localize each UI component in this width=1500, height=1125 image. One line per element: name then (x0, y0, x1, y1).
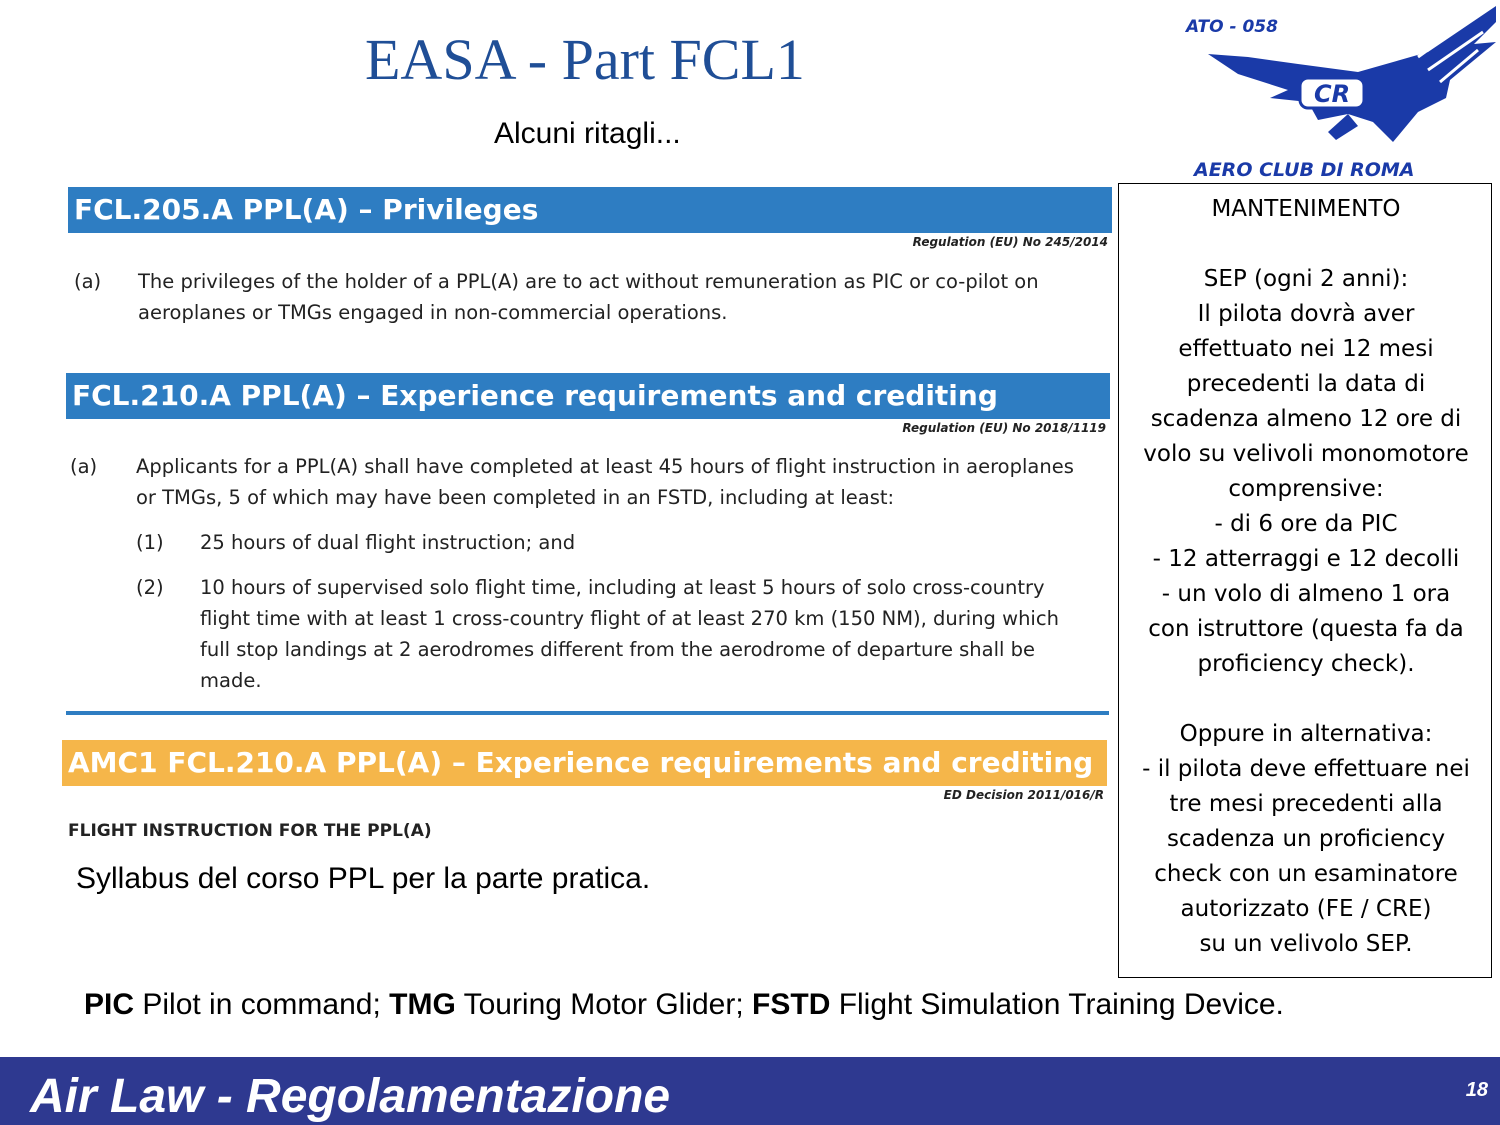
box-line: scadenza almeno 12 ore di (1150, 406, 1462, 432)
fcl205-item-a: The privileges of the holder of a PPL(A) are to act without remuneration as PIC or co-pilot on aeroplanes or TMGs engaged in non-commercial operations. (138, 270, 1039, 324)
maintenance-box (1118, 183, 1492, 978)
box-line: check con un esaminatore (1154, 861, 1458, 887)
section-heading-fcl205: FCL.205.A PPL(A) – Privileges (68, 187, 1112, 233)
box-line: - un volo di almeno 1 ora (1161, 581, 1451, 607)
box-line: precedenti la data di (1186, 371, 1426, 397)
item-marker: (a) (70, 455, 98, 478)
fcl210-sub-item-1: 25 hours of dual flight instruction; and (200, 531, 576, 554)
page-number: 18 (1465, 1079, 1488, 1101)
section-divider (66, 711, 1109, 715)
box-line: - il pilota deve effettuare nei (1142, 756, 1470, 782)
logo-club-text: AERO CLUB DI ROMA (1194, 159, 1415, 181)
section-heading-fcl210: FCL.210.A PPL(A) – Experience requirements and crediting (66, 373, 1110, 419)
box-line: SEP (ogni 2 anni): (1203, 266, 1409, 292)
box-line: con istruttore (questa fa da (1148, 616, 1464, 642)
sub-item-marker: (1) (136, 531, 164, 554)
item-marker: (a) (74, 270, 102, 293)
box-line: scadenza un proficiency (1166, 826, 1446, 852)
box-line: comprensive: (1228, 476, 1384, 502)
box-line: Il pilota dovrà aver (1197, 301, 1415, 327)
fcl210-item-a: Applicants for a PPL(A) shall have completed at least 45 hours of flight instruction in aeroplanes or TMGs, 5 of which may have been completed in an FSTD, including at least: (136, 455, 1074, 509)
fcl210-sub-item-2: 10 hours of supervised solo flight time, including at least 5 hours of solo cross-country flight time with at least 1 cross-country flight of at least 270 km (150 NM), during which full stop landings at 2 aerodromes different from the aerodrome of departure shall be made. (200, 576, 1059, 692)
flight-instruction-heading: FLIGHT INSTRUCTION FOR THE PPL(A) (68, 821, 432, 841)
abbr-tmg: TMG (389, 988, 456, 1021)
footer-bar (0, 1057, 1500, 1125)
box-line: su un velivolo SEP. (1199, 931, 1413, 957)
abbr-tmg-text: Touring Motor Glider; (455, 988, 753, 1021)
abbr-fstd: FSTD (752, 988, 831, 1021)
abbreviation-glossary (84, 988, 1284, 1022)
slide-subtitle: Alcuni ritagli... (494, 117, 681, 150)
aero-club-logo (1178, 2, 1498, 184)
logo-ato-text: ATO - 058 (1186, 17, 1278, 37)
abbr-pic: PIC (84, 988, 135, 1021)
box-line: - 12 atterraggi e 12 decolli (1152, 546, 1460, 572)
regulation-ref-fcl205: Regulation (EU) No 245/2014 (912, 235, 1108, 249)
abbr-pic-text: Pilot in command; (134, 988, 390, 1021)
section-heading-amc1: AMC1 FCL.210.A PPL(A) – Experience requirements and crediting (62, 740, 1107, 786)
box-line: tre mesi precedenti alla (1169, 791, 1443, 817)
box-line: proficiency check). (1197, 651, 1415, 677)
regulation-ref-fcl210: Regulation (EU) No 2018/1119 (902, 421, 1106, 435)
logo-emblem-text: CR (1313, 80, 1351, 108)
eagle-logo-icon (1178, 2, 1498, 184)
box-line: volo su velivoli monomotore (1143, 441, 1469, 467)
box-line: Oppure in alternativa: (1179, 721, 1433, 747)
box-line: effettuato nei 12 mesi (1178, 336, 1434, 362)
sub-item-marker: (2) (136, 576, 164, 599)
abbr-fstd-text: Flight Simulation Training Device. (830, 988, 1284, 1021)
box-line: - di 6 ore da PIC (1214, 511, 1398, 537)
footer-title: Air Law - Regolamentazione (30, 1070, 671, 1123)
regulation-ref-amc1: ED Decision 2011/016/R (943, 788, 1104, 802)
box-line: autorizzato (FE / CRE) (1180, 896, 1432, 922)
syllabus-note: Syllabus del corso PPL per la parte pratica. (76, 862, 651, 895)
box-heading: MANTENIMENTO (1211, 196, 1401, 222)
slide-title: EASA - Part FCL1 (365, 27, 805, 92)
